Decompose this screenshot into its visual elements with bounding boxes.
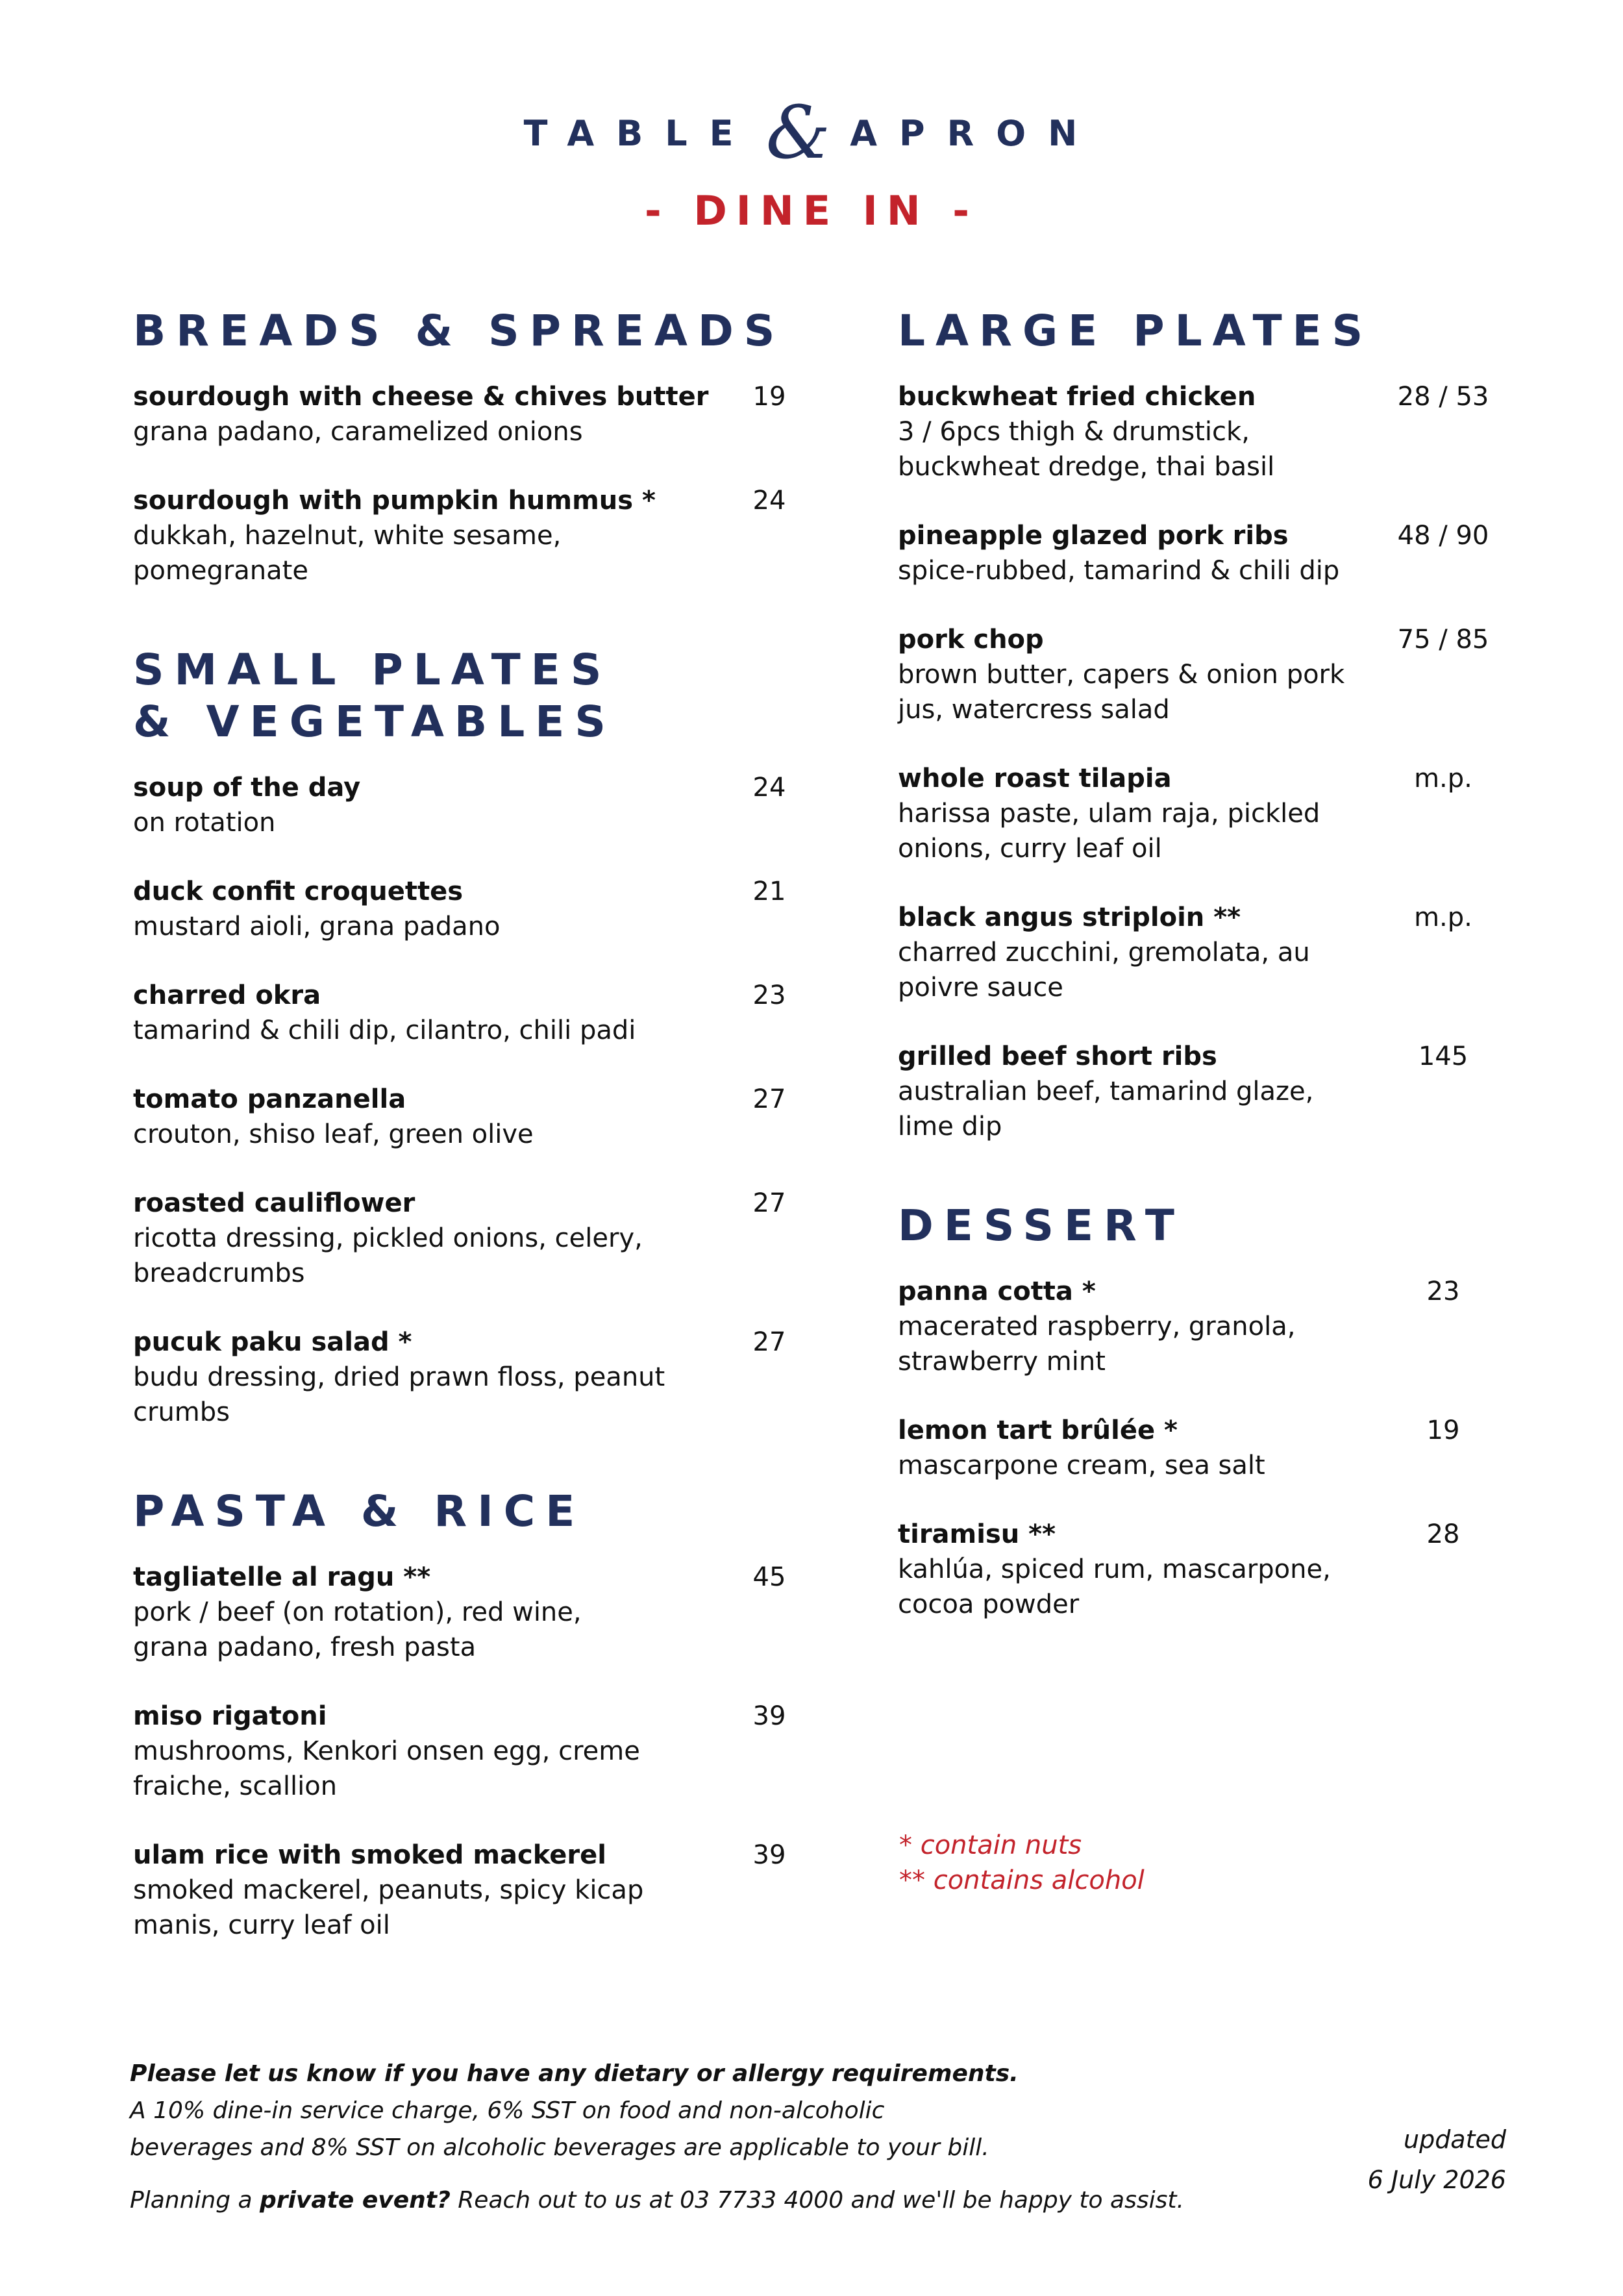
footer-notes [130,2055,1233,2219]
item-price: 28 [1426,1519,1460,1549]
logo-ampersand: & [765,91,831,175]
item-description: 3 / 6pcs thigh & drumstick, buckwheat dredge, thai basil [898,417,1275,482]
item-description: crouton, shiso leaf, green olive [133,1119,534,1149]
item-name: miso rigatoni [133,1701,327,1731]
menu-item [133,1186,795,1291]
item-name: panna cotta * [898,1277,1096,1306]
item-price: 23 [1426,1277,1460,1306]
item-price: 75 / 85 [1397,625,1489,655]
section-title: LARGE PLATES [898,306,1374,356]
private-event-note [130,2182,1233,2219]
item-description: macerated raspberry, granola, strawberry mint [898,1312,1296,1377]
menu-section [133,305,795,588]
dietary-note: Please let us know if you have any dietary or allergy requirements. [130,2060,1019,2087]
section-title: BREADS & SPREADS [133,306,786,356]
menu-item [898,761,1508,866]
item-description: mushrooms, Kenkori onsen egg, creme fraiche, scallion [133,1736,640,1801]
item-description: smoked mackerel, peanuts, spicy kicap manis, curry leaf oil [133,1875,644,1940]
item-description: australian beef, tamarind glaze, lime dip [898,1077,1314,1142]
menu-section [898,305,1508,1144]
menu-item [898,900,1508,1005]
menu-item [898,1039,1508,1144]
item-price: 39 [752,1840,786,1870]
brand-logo [0,84,1623,182]
item-name: lemon tart brûlée * [898,1416,1178,1445]
menu-section [133,1486,795,1943]
item-name: ulam rice with smoked mackerel [133,1840,606,1870]
item-price: 39 [752,1701,786,1731]
item-price: 27 [752,1327,786,1357]
item-name: pork chop [898,625,1044,655]
menu-item [133,874,795,944]
item-description: tamarind & chili dip, cilantro, chili padi [133,1016,636,1045]
item-name: roasted cauliflower [133,1188,415,1218]
event-prefix: Planning a [130,2187,260,2214]
logo-word-apron: APRON [850,112,1100,154]
menu-item [898,1517,1508,1622]
event-suffix: Reach out to us at 03 7733 4000 and we'll be happy to assist. [450,2187,1184,2214]
menu-item [133,379,795,449]
menu-item [898,379,1508,484]
item-name: tagliatelle al ragu ** [133,1562,431,1592]
item-description: mustard aioli, grana padano [133,912,501,942]
menu-item [898,1413,1508,1483]
section-title: PASTA & RICE [133,1486,586,1536]
item-name: buckwheat fried chicken [898,382,1256,412]
menu-section [133,644,795,1430]
legend-alcohol: ** contains alcohol [899,1866,1145,1895]
menu-item [133,483,795,588]
item-description: ricotta dressing, pickled onions, celery, breadcrumbs [133,1223,643,1288]
right-column [898,305,1508,1678]
updated-value: 6 July 2026 [1367,2165,1506,2194]
item-description: spice-rubbed, tamarind & chili dip [898,556,1340,586]
item-name: duck confit croquettes [133,877,464,906]
menu-item [133,1325,795,1430]
item-description: dukkah, hazelnut, white sesame, pomegranate [133,521,562,586]
item-description: kahlúa, spiced rum, mascarpone, cocoa powder [898,1554,1331,1619]
menu-subtitle: - DINE IN - [645,187,978,234]
item-price: 145 [1418,1042,1468,1071]
item-price: 24 [752,486,786,516]
item-name: charred okra [133,980,321,1010]
item-description: grana padano, caramelized onions [133,417,583,447]
updated-date [1324,2119,1506,2200]
item-price: 23 [752,980,786,1010]
menu-item [133,770,795,840]
item-price: 28 / 53 [1397,382,1489,412]
item-name: sourdough with pumpkin hummus * [133,486,656,516]
item-name: black angus striploin ** [898,903,1241,932]
menu-item [133,978,795,1048]
updated-label: updated [1403,2125,1506,2154]
item-description: mascarpone cream, sea salt [898,1451,1265,1480]
item-name: tiramisu ** [898,1519,1056,1549]
menu-item [898,1274,1508,1379]
service-charge-note-line2: beverages and 8% SST on alcoholic beverages are applicable to your bill. [130,2134,989,2161]
event-bold: private event? [260,2187,451,2214]
allergen-legend [899,1828,1145,1898]
item-description: brown butter, capers & onion pork jus, watercress salad [898,660,1345,725]
item-price: 48 / 90 [1397,521,1489,551]
item-name: pucuk paku salad * [133,1327,412,1357]
menu-item [133,1699,795,1804]
item-price: 27 [752,1084,786,1114]
menu-item [133,1838,795,1943]
item-price: m.p. [1414,764,1472,793]
item-description: pork / beef (on rotation), red wine, grana padano, fresh pasta [133,1597,582,1662]
item-price: 19 [752,382,786,412]
menu-item [133,1560,795,1665]
menu-section [898,1200,1508,1622]
section-title: SMALL PLATES & VEGETABLES [133,645,616,747]
item-price: 19 [1426,1416,1460,1445]
item-description: harissa paste, ulam raja, pickled onions, curry leaf oil [898,799,1320,864]
menu-item [898,518,1508,588]
item-price: 21 [752,877,786,906]
item-description: on rotation [133,808,276,838]
item-price: m.p. [1414,903,1472,932]
section-title: DESSERT [898,1201,1185,1251]
item-name: tomato panzanella [133,1084,406,1114]
item-price: 45 [752,1562,786,1592]
item-name: grilled beef short ribs [898,1042,1217,1071]
item-name: pineapple glazed pork ribs [898,521,1289,551]
item-name: whole roast tilapia [898,764,1172,793]
item-description: charred zucchini, gremolata, au poivre sauce [898,938,1310,1003]
menu-item [898,622,1508,727]
logo-word-table: TABLE [523,112,756,154]
menu-item [133,1082,795,1152]
item-name: soup of the day [133,773,361,803]
legend-nuts: * contain nuts [899,1830,1082,1860]
service-charge-note-line1: A 10% dine-in service charge, 6% SST on food and non-alcoholic [130,2097,885,2124]
item-description: budu dressing, dried prawn floss, peanut crumbs [133,1362,665,1427]
item-price: 27 [752,1188,786,1218]
item-price: 24 [752,773,786,803]
menu-header [0,84,1623,234]
left-column [133,305,795,1999]
item-name: sourdough with cheese & chives butter [133,382,709,412]
